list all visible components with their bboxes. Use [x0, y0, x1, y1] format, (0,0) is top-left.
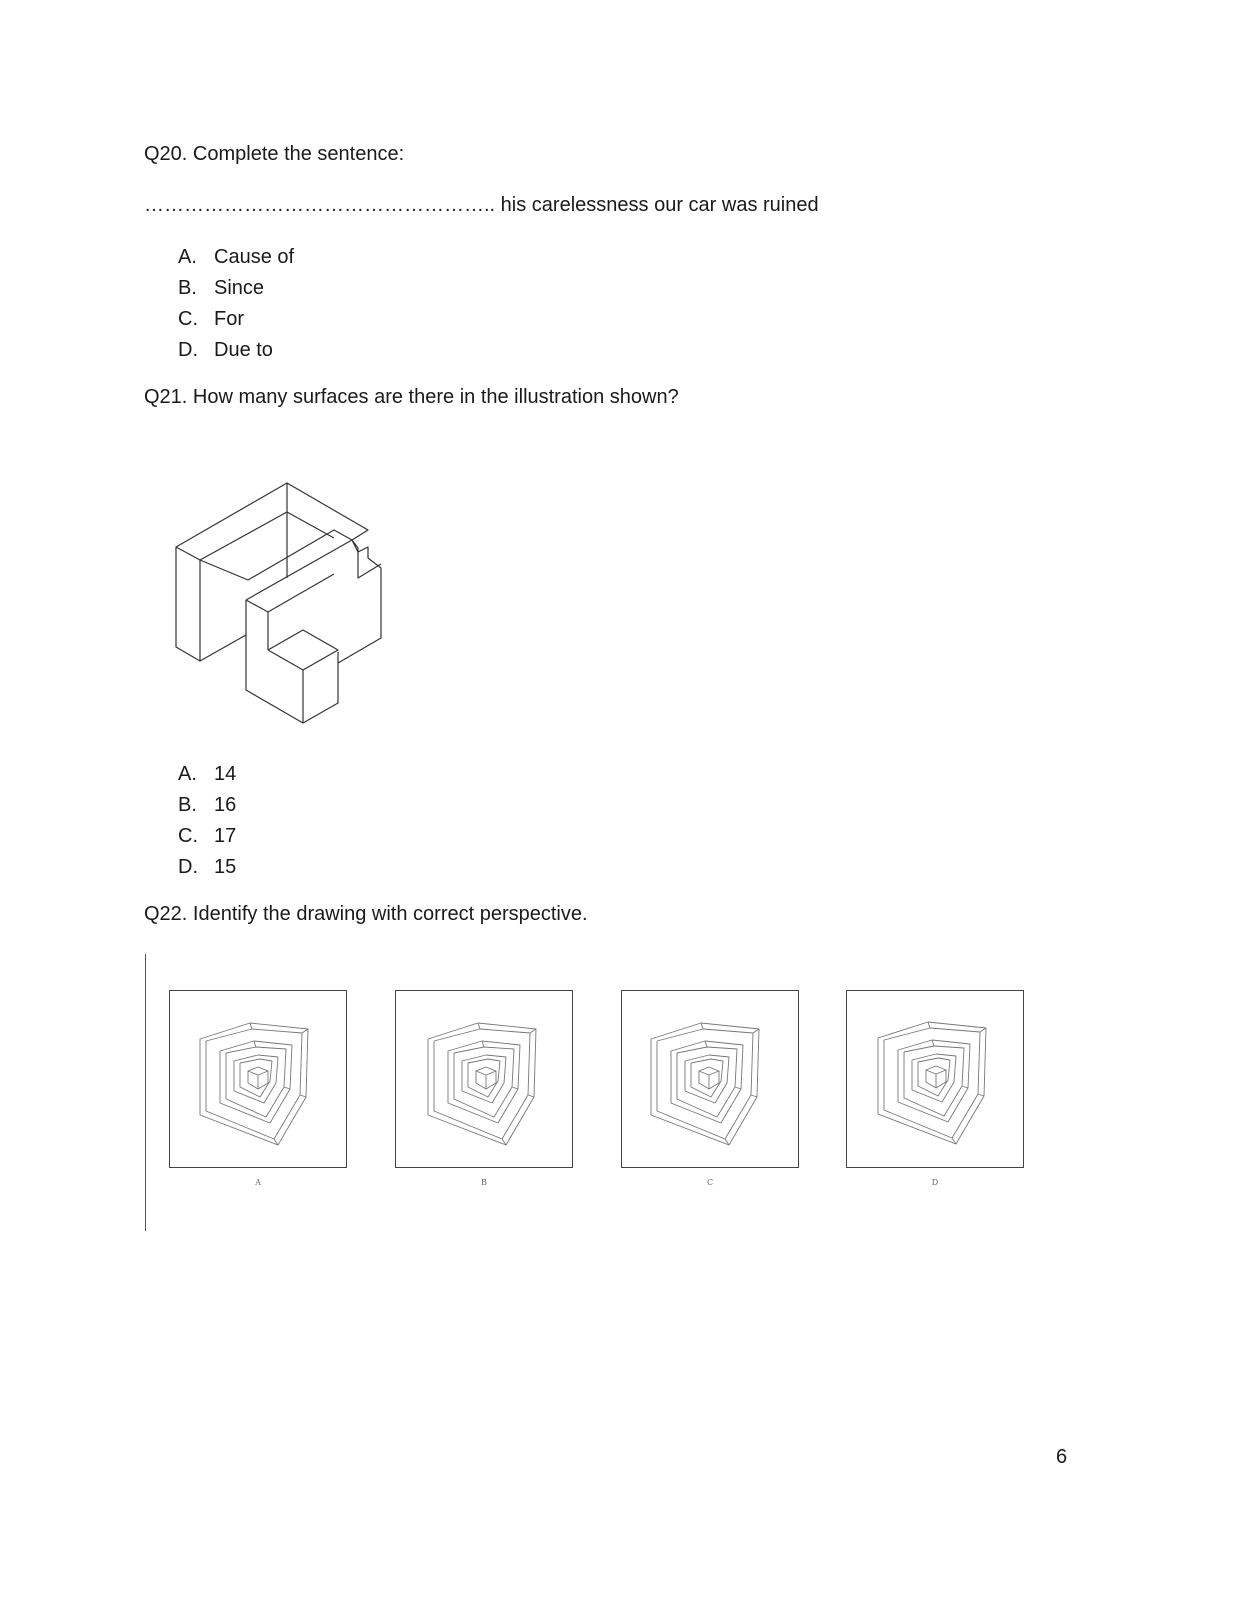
option-text: Due to: [214, 339, 273, 361]
perspective-panel-a[interactable]: [169, 990, 347, 1168]
q20-option-b[interactable]: [178, 273, 294, 304]
panel-label-a: A: [255, 1178, 261, 1187]
perspective-panel-c[interactable]: [621, 990, 799, 1168]
panel-label-d: D: [931, 1178, 939, 1187]
option-letter: A.: [178, 763, 197, 785]
q21-title: Q21. How many surfaces are there in the illustration shown?: [144, 386, 679, 408]
panel-label-c: C: [706, 1178, 714, 1187]
q21-option-b[interactable]: [178, 790, 236, 821]
q20-option-c[interactable]: [178, 304, 294, 335]
spiral-drawing-d: [847, 991, 1025, 1169]
option-text: 16: [214, 794, 237, 816]
q21-option-d[interactable]: [178, 852, 236, 883]
q21-options: [178, 759, 236, 883]
panel-label-b: B: [481, 1178, 487, 1187]
q22-title: Q22. Identify the drawing with correct perspective.: [144, 903, 588, 925]
option-letter: B.: [178, 277, 197, 299]
spiral-drawing-b: [396, 991, 574, 1169]
perspective-panel-b[interactable]: [395, 990, 573, 1168]
option-text: 17: [214, 825, 237, 847]
option-text: For: [214, 308, 244, 330]
option-text: 15: [214, 856, 237, 878]
q20-title: Q20. Complete the sentence:: [144, 143, 405, 165]
option-letter: C.: [178, 825, 198, 847]
perspective-panel-d[interactable]: [846, 990, 1024, 1168]
option-text: 14: [214, 763, 237, 785]
q20-options: [178, 242, 294, 366]
option-letter: D.: [178, 339, 198, 361]
option-text: Since: [214, 277, 265, 299]
option-letter: B.: [178, 794, 197, 816]
option-letter: C.: [178, 308, 198, 330]
q20-sentence-rest: his carelessness our car was ruined: [500, 194, 819, 216]
q20-option-a[interactable]: [178, 242, 294, 273]
page-number: 6: [1056, 1446, 1068, 1468]
figure-margin-rule: [145, 954, 146, 1231]
q21-option-a[interactable]: [178, 759, 236, 790]
q21-option-c[interactable]: [178, 821, 236, 852]
option-text: Cause of: [214, 246, 295, 268]
spiral-drawing-a: [170, 991, 348, 1169]
spiral-drawing-c: [622, 991, 800, 1169]
q20-option-d[interactable]: [178, 335, 294, 366]
q20-sentence: [144, 194, 819, 217]
option-letter: A.: [178, 246, 197, 268]
q20-blank: ……………………………………………..: [144, 194, 501, 216]
isometric-block-figure: [168, 478, 388, 728]
option-letter: D.: [178, 856, 198, 878]
